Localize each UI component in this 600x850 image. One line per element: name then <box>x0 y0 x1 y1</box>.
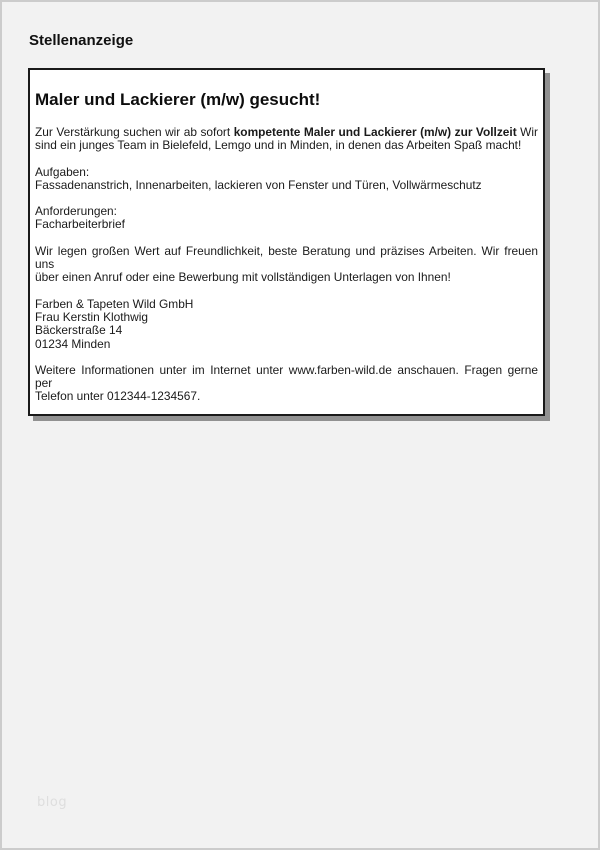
ad-text-line <box>35 364 538 391</box>
ad-paragraph-intro <box>35 126 538 153</box>
page-title: Stellenanzeige <box>29 32 134 49</box>
ad-text-segment: Telefon unter 012344-1234567. <box>35 389 201 404</box>
ad-text-segment: 01234 Minden <box>35 336 111 351</box>
ad-text-line <box>35 390 538 403</box>
ad-paragraph-weitere-infos <box>35 364 538 404</box>
ad-text-segment: sind ein junges Team in Bielefeld, Lemgo und in Minden, in denen das Arbeiten Spaß macht! <box>35 138 522 153</box>
ad-text-segment: über einen Anruf oder eine Bewerbung mit vollständigen Unterlagen von Ihnen! <box>35 270 451 285</box>
ad-text-line <box>35 205 538 218</box>
ad-text-line <box>35 271 538 284</box>
blog-watermark: blog <box>37 795 68 810</box>
ad-body <box>35 126 538 404</box>
ad-paragraph-anforderungen <box>35 205 538 232</box>
ad-text-bold-segment: kompetente Maler und Lackierer (m/w) zur Vollzeit <box>233 125 517 139</box>
ad-text-line <box>35 338 538 351</box>
job-ad-box <box>28 68 545 416</box>
ad-text-segment: Weitere Informationen unter im Internet unter www.farben-wild.de anschauen. Fragen gerne per <box>35 362 538 391</box>
ad-text-segment: Anforderungen: <box>35 204 117 219</box>
ad-text-segment: Fassadenanstrich, Innenarbeiten, lackieren von Fenster und Türen, Vollwärmeschutz <box>35 177 482 192</box>
ad-text-line <box>35 218 538 231</box>
ad-text-line <box>35 126 538 139</box>
ad-text-line <box>35 245 538 272</box>
ad-paragraph-kontakt <box>35 298 538 351</box>
ad-text-segment: Wir legen großen Wert auf Freundlichkeit, beste Beratung und präzises Arbeiten. Wir freuen uns <box>35 243 538 272</box>
ad-text-line <box>35 179 538 192</box>
ad-text-segment: Farben & Tapeten Wild GmbH <box>35 296 194 311</box>
ad-text-line <box>35 324 538 337</box>
ad-heading: Maler und Lackierer (m/w) gesucht! <box>35 90 321 109</box>
ad-text-segment: Facharbeiterbrief <box>35 217 125 232</box>
ad-text-segment: Zur Verstärkung suchen wir ab sofort <box>35 125 234 139</box>
ad-text-line <box>35 298 538 311</box>
ad-text-line <box>35 166 538 179</box>
ad-text-segment: Frau Kerstin Klothwig <box>35 309 149 324</box>
ad-text-segment: Bäckerstraße 14 <box>35 323 123 338</box>
ad-text-segment: Wir <box>516 125 538 139</box>
ad-text-line <box>35 139 538 152</box>
ad-text-line <box>35 311 538 324</box>
ad-paragraph-aufgaben <box>35 166 538 193</box>
ad-text-segment: Aufgaben: <box>35 164 90 179</box>
ad-paragraph-werte <box>35 245 538 285</box>
